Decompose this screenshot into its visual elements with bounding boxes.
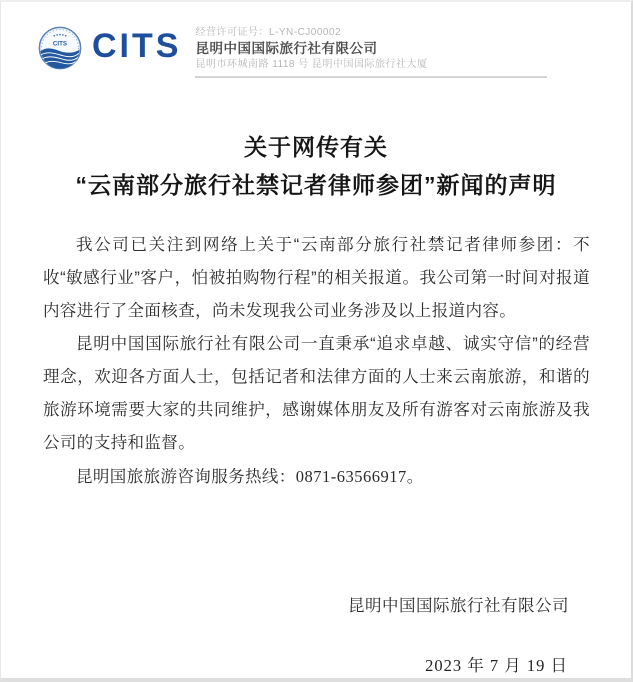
letterhead-meta <box>195 25 547 78</box>
cits-globe-logo-icon <box>37 25 83 71</box>
signature-company: 昆明中国国际旅行社有限公司 <box>348 597 569 615</box>
hotline-suffix: 。 <box>406 468 424 486</box>
cits-wordmark: CITS <box>92 27 182 65</box>
hotline-line <box>43 460 590 494</box>
svg-text:CITS: CITS <box>52 40 68 48</box>
body-paragraph-2: 昆明中国国际旅行社有限公司一直秉承“追求卓越、诚实守信”的经营理念，欢迎各方面人士，包括记者和法律方面的人士来云南旅游，和谐的旅游环境需要大家的共同维护，感谢媒体朋友及所有游客对云南旅游及我公司的支持和监督。 <box>43 335 590 452</box>
license-number: 经营许可证号：L-YN-CJ00002 <box>195 27 342 38</box>
title-line-2: “云南部分旅行社禁记者律师参团”新闻的声明 <box>75 172 557 198</box>
body-paragraph-1: 我公司已关注到网络上关于“云南部分旅行社禁记者律师参团：不收“敏感行业”客户，怕被拍购物行程”的相关报道。我公司第一时间对报道内容进行了全面核查，尚未发现我公司业务涉及以上报道内容。 <box>43 236 590 320</box>
document-body <box>1 229 631 494</box>
hotline-label: 昆明国旅旅游咨询服务热线： <box>76 468 296 486</box>
document-title <box>1 128 631 204</box>
company-address: 昆明市环城南路 1118 号 昆明中国国际旅行社大厦 <box>195 58 547 78</box>
company-name: 昆明中国国际旅行社有限公司 <box>195 41 378 56</box>
title-line-1: 关于网传有关 <box>244 134 388 160</box>
letterhead <box>1 2 631 78</box>
document-date: 2023 年 7 月 19 日 <box>425 656 568 675</box>
hotline-number: 0871-63566917 <box>295 467 407 486</box>
